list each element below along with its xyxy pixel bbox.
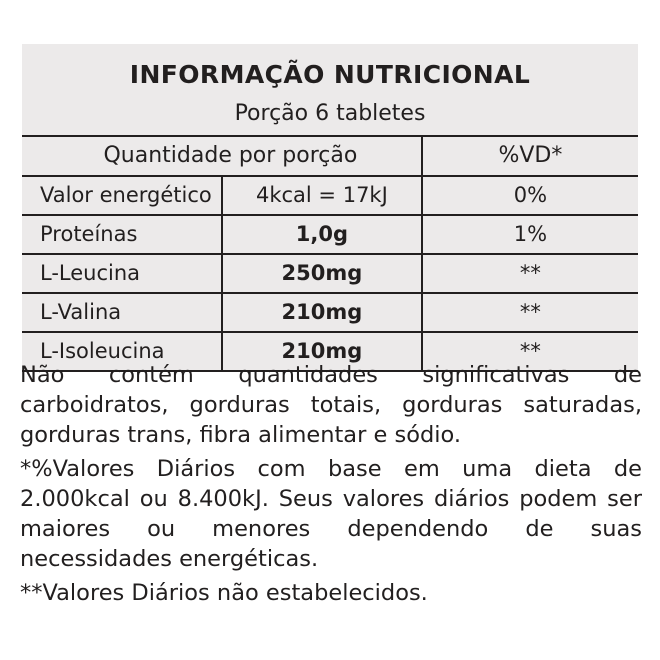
row-name: Valor energético [22, 176, 222, 215]
table-row [22, 293, 638, 332]
table-row [22, 215, 638, 254]
nutrition-table-panel [22, 44, 638, 372]
row-name: L-Leucina [22, 254, 222, 293]
nutrition-title: INFORMAÇÃO NUTRICIONAL [129, 60, 531, 89]
row-value: 1,0g [222, 215, 422, 254]
note-daily-values: *%Valores Diários com base em uma dieta de 2.000kcal ou 8.400kJ. Seus valores diários podem ser maiores ou menores dependendo de suas necessidades energéticas. [20, 456, 642, 572]
row-name: L-Isoleucina [22, 332, 222, 371]
row-value: 210mg [222, 332, 422, 371]
serving-size: Porção 6 tabletes [234, 101, 426, 126]
row-name: Proteínas [22, 215, 222, 254]
table-row [22, 254, 638, 293]
row-vd: ** [422, 332, 638, 371]
row-vd: ** [422, 254, 638, 293]
row-vd: 1% [422, 215, 638, 254]
row-vd: ** [422, 293, 638, 332]
table-row [22, 176, 638, 215]
note-not-established: **Valores Diários não estabelecidos. [20, 580, 428, 606]
row-value: 250mg [222, 254, 422, 293]
header-vd: %VD* [422, 136, 638, 176]
row-value: 210mg [222, 293, 422, 332]
nutrition-table [22, 135, 638, 372]
table-header-row [22, 136, 638, 176]
row-name: L-Valina [22, 293, 222, 332]
note-no-significant-amounts: Não contém quantidades significativas de carboidratos, gorduras totais, gorduras saturadas, gorduras trans, fibra alimentar e sódio. [20, 362, 642, 448]
header-quantity: Quantidade por porção [22, 136, 422, 176]
nutrition-notes [20, 360, 642, 608]
row-value: 4kcal = 17kJ [222, 176, 422, 215]
row-vd: 0% [422, 176, 638, 215]
